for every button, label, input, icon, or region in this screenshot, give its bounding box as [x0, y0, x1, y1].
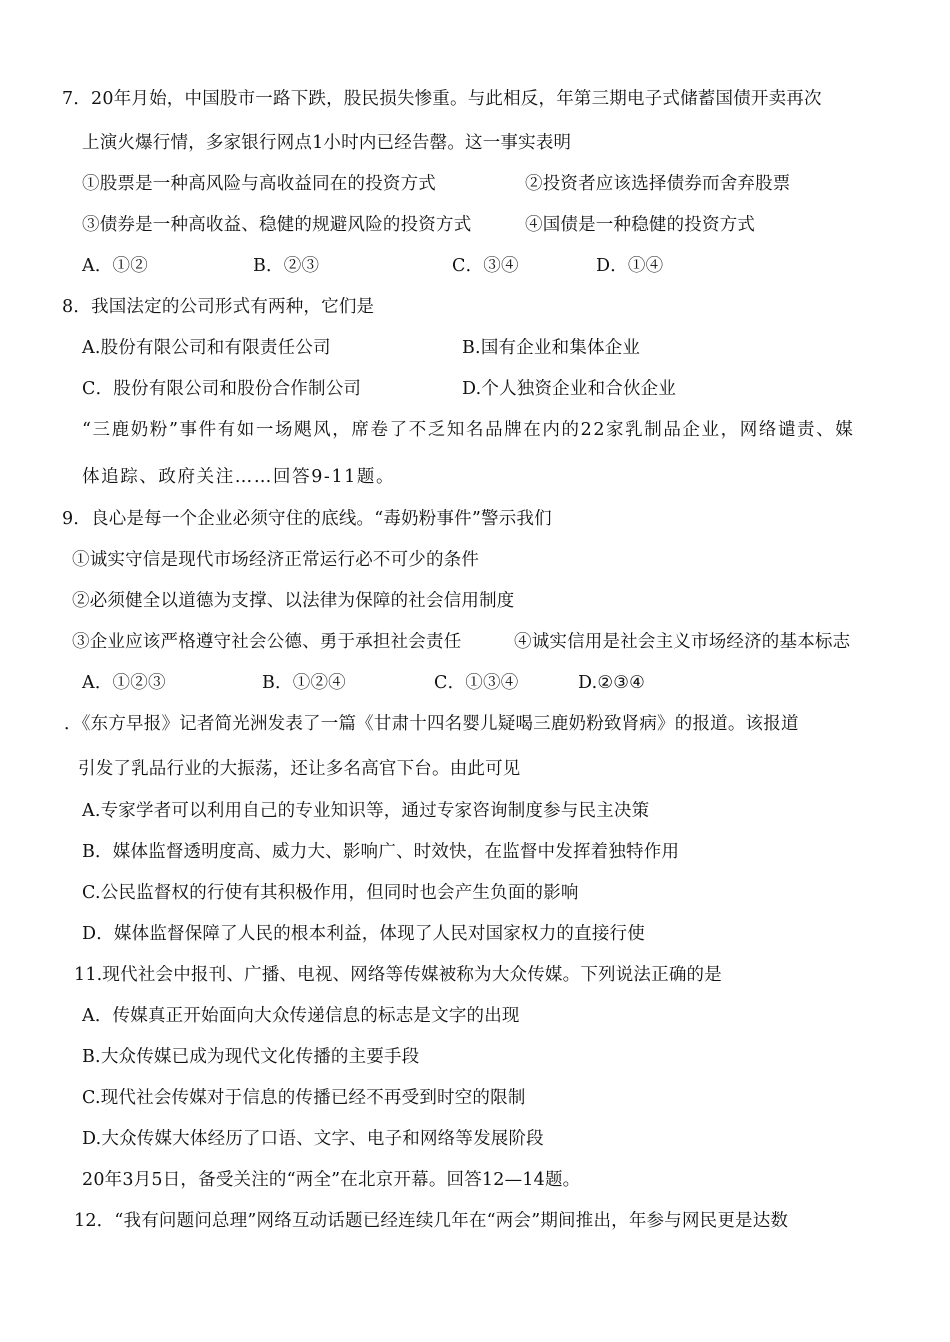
- q9-choice-a: A．①②③: [82, 673, 166, 693]
- q7-option-3: ③债券是一种高收益、稳健的规避风险的投资方式: [82, 215, 472, 235]
- q10-choice-a: A.专家学者可以利用自己的专业知识等，通过专家咨询制度参与民主决策: [82, 801, 650, 821]
- q9-option-2: ②必须健全以道德为支撑、以法律为保障的社会信用制度: [72, 591, 515, 611]
- q8-choice-a: A.股份有限公司和有限责任公司: [82, 338, 331, 358]
- q7-option-1: ①股票是一种高风险与高收益同在的投资方式: [82, 174, 436, 194]
- material-sanlu-line1: “三鹿奶粉”事件有如一场飓风，席卷了不乏知名品牌在内的22家乳制品企业，网络谴责、媒: [82, 420, 855, 440]
- q7-choice-c: C．③④: [452, 256, 519, 276]
- q9-choice-c: C．①③④: [434, 673, 519, 693]
- q7-choice-d: D．①④: [596, 256, 664, 276]
- q7-stem-line1: 7．20年月始，中国股市一路下跌，股民损失惨重。与此相反，年第三期电子式储蓄国债开卖再次: [62, 89, 822, 109]
- q10-choice-d: D．媒体监督保障了人民的根本利益，体现了人民对国家权力的直接行使: [82, 924, 645, 944]
- q7-stem-line2: 上演火爆行情，多家银行网点1小时内已经告罄。这一事实表明: [82, 133, 572, 153]
- q7-choice-a: A．①②: [82, 256, 148, 276]
- q10-choice-b: B．媒体监督透明度高、威力大、影响广、时效快，在监督中发挥着独特作用: [82, 842, 680, 862]
- q8-choice-d: D.个人独资企业和合伙企业: [462, 379, 677, 399]
- q8-choice-b: B.国有企业和集体企业: [462, 338, 641, 358]
- q11-choice-b: B.大众传媒已成为现代文化传播的主要手段: [82, 1047, 420, 1067]
- q7-choice-b: B．②③: [253, 256, 320, 276]
- q10-choice-c: C.公民监督权的行使有其积极作用，但同时也会产生负面的影响: [82, 883, 579, 903]
- material-sanlu-line2: 体追踪、政府关注……回答9-11题。: [82, 467, 396, 487]
- q11-stem: 11.现代社会中报刊、广播、电视、网络等传媒被称为大众传媒。下列说法正确的是: [74, 965, 722, 985]
- q8-choice-c: C．股份有限公司和股份合作制公司: [82, 379, 362, 399]
- q8-stem: 8．我国法定的公司形式有两种，它们是: [62, 297, 375, 317]
- q9-option-4: ④诚实信用是社会主义市场经济的基本标志: [514, 632, 851, 652]
- q9-choice-d: D.②③④: [578, 673, 646, 693]
- q11-choice-d: D.大众传媒大体经历了口语、文字、电子和网络等发展阶段: [82, 1129, 544, 1149]
- q9-stem: 9．良心是每一个企业必须守住的底线。“毒奶粉事件”警示我们: [62, 509, 552, 529]
- q7-option-2: ②投资者应该选择债券而舍弃股票: [525, 174, 791, 194]
- q12-stem-line1: 12．“我有问题问总理”网络互动话题已经连续几年在“两会”期间推出，年参与网民更是达数: [74, 1211, 789, 1231]
- q9-option-1: ①诚实守信是现代市场经济正常运行必不可少的条件: [72, 550, 480, 570]
- q7-option-4: ④国债是一种稳健的投资方式: [525, 215, 756, 235]
- q9-choice-b: B．①②④: [262, 673, 346, 693]
- q11-choice-c: C.现代社会传媒对于信息的传播已经不再受到时空的限制: [82, 1088, 526, 1108]
- q10-stem-line2: 引发了乳品行业的大振荡，还让多名高官下台。由此可见: [78, 759, 521, 779]
- q11-choice-a: A．传媒真正开始面向大众传递信息的标志是文字的出现: [82, 1006, 520, 1026]
- q10-stem-line1: ．《东方早报》记者简光洲发表了一篇《甘肃十四名婴儿疑喝三鹿奶粉致肾病》的报道。该报道: [64, 714, 799, 734]
- material-two-sessions: 20年3月5日，备受关注的“两全”在北京开幕。回答12—14题。: [82, 1170, 581, 1190]
- q9-option-3: ③企业应该严格遵守社会公德、勇于承担社会责任: [72, 632, 462, 652]
